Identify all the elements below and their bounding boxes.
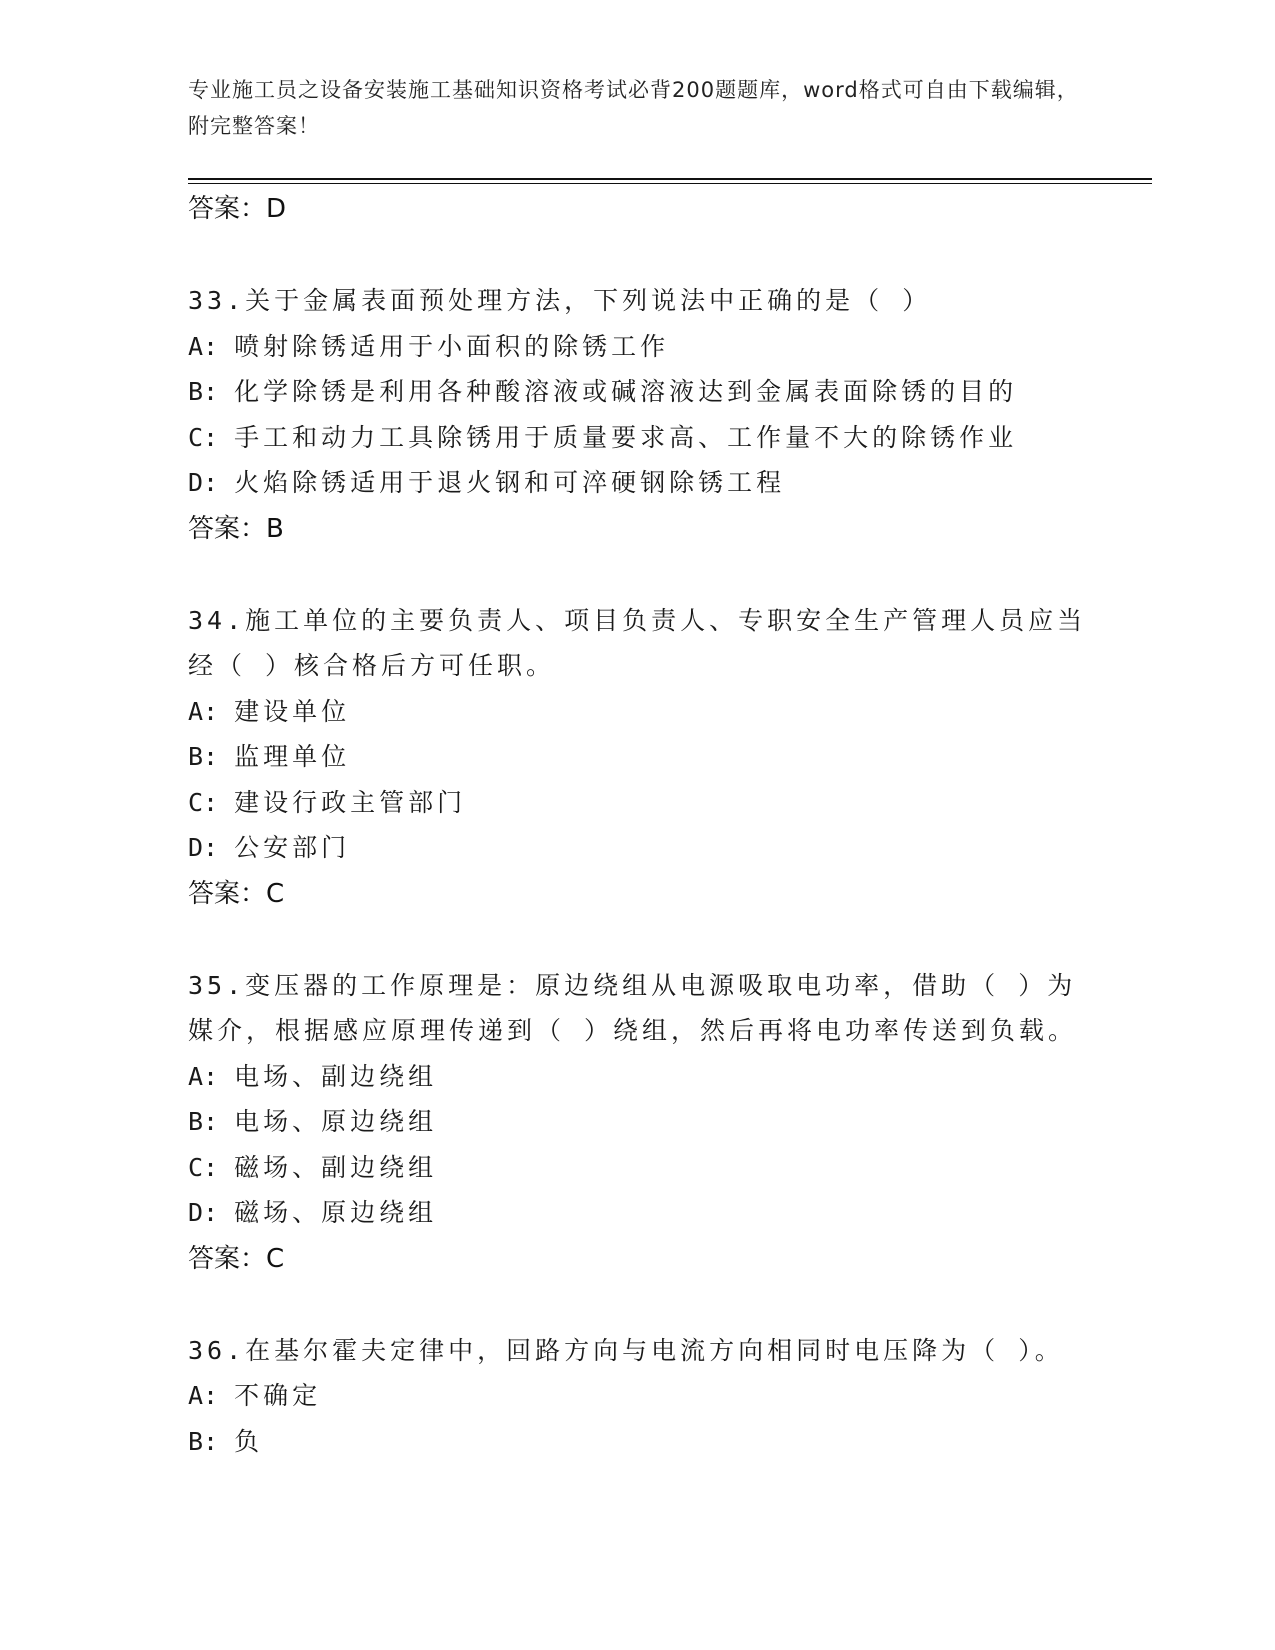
answer-line: [188, 871, 1088, 917]
option-b: [188, 1099, 1088, 1145]
document-content: [188, 186, 1088, 1464]
option-key: C:: [188, 787, 219, 817]
answer-label: 答案：: [188, 194, 267, 224]
option-key: A:: [188, 696, 219, 726]
answer-line: [188, 186, 1088, 232]
option-text: 喷射除锈适用于小面积的除锈工作: [234, 331, 670, 361]
question-block: [188, 963, 1088, 1282]
question-block: [188, 598, 1088, 917]
option-key: B:: [188, 1107, 219, 1136]
option-a: [188, 1054, 1088, 1100]
option-key: B:: [188, 742, 219, 771]
option-d: [188, 460, 1088, 506]
option-a: [188, 1373, 1088, 1419]
option-key: C:: [188, 1152, 219, 1182]
answer-line: [188, 506, 1088, 552]
answer-label: 答案：: [188, 1243, 267, 1274]
answer-value: C: [266, 878, 285, 909]
option-c: [188, 780, 1088, 826]
option-d: [188, 1190, 1088, 1236]
option-key: A:: [188, 1381, 219, 1410]
option-b: [188, 1419, 1088, 1465]
option-text: 监理单位: [234, 742, 351, 771]
option-text: 公安部门: [234, 833, 351, 862]
option-c: [188, 415, 1088, 461]
option-text: 电场、副边绕组: [234, 1061, 438, 1091]
option-key: B:: [188, 1426, 219, 1456]
option-key: D:: [188, 1198, 219, 1227]
answer-value: B: [266, 513, 284, 544]
question-stem: 33.关于金属表面预处理方法，下列说法中正确的是（ ）: [188, 286, 932, 315]
option-text: 不确定: [234, 1381, 322, 1410]
option-b: [188, 369, 1088, 415]
option-text: 手工和动力工具除锈用于质量要求高、工作量不大的除锈作业: [234, 422, 1018, 452]
option-text: 磁场、原边绕组: [234, 1198, 438, 1227]
page-header: 专业施工员之设备安装施工基础知识资格考试必背200题题库，word格式可自由下载编辑，附完整答案！: [188, 78, 1079, 138]
option-text: 建设单位: [234, 696, 351, 726]
option-d: [188, 825, 1088, 871]
option-c: [188, 1145, 1088, 1191]
option-text: 磁场、副边绕组: [234, 1152, 438, 1182]
option-text: 电场、原边绕组: [234, 1107, 438, 1136]
answer-label: 答案：: [188, 878, 267, 909]
option-text: 火焰除锈适用于退火钢和可淬硬钢除锈工程: [234, 468, 786, 497]
answer-value: D: [266, 194, 287, 224]
option-text: 化学除锈是利用各种酸溶液或碱溶液达到金属表面除锈的目的: [234, 377, 1018, 406]
option-text: 建设行政主管部门: [234, 787, 467, 817]
question-block: [188, 1328, 1088, 1465]
option-key: D:: [188, 468, 219, 497]
answer-label: 答案：: [188, 513, 267, 544]
answer-line: [188, 1236, 1088, 1282]
question-block: [188, 278, 1088, 552]
option-key: A:: [188, 331, 219, 361]
answer-value: C: [266, 1243, 285, 1274]
question-stem: 36.在基尔霍夫定律中，回路方向与电流方向相同时电压降为（ ）。: [188, 1335, 1064, 1365]
option-key: D:: [188, 833, 219, 862]
header-divider-thin: [188, 183, 1152, 184]
option-a: [188, 324, 1088, 370]
option-key: C:: [188, 422, 219, 452]
option-key: B:: [188, 377, 219, 406]
option-key: A:: [188, 1061, 219, 1091]
header-divider-thick: [188, 178, 1152, 180]
option-b: [188, 734, 1088, 780]
option-a: [188, 689, 1088, 735]
question-stem: 35.变压器的工作原理是：原边绕组从电源吸取电功率，借助（ ）为媒介，根据感应原理传递到（ ）绕组，然后再将电功率传送到负载。: [188, 970, 1078, 1045]
question-stem: 34.施工单位的主要负责人、项目负责人、专职安全生产管理人员应当经（ ）核合格后方可任职。: [188, 605, 1087, 680]
option-text: 负: [234, 1426, 264, 1456]
